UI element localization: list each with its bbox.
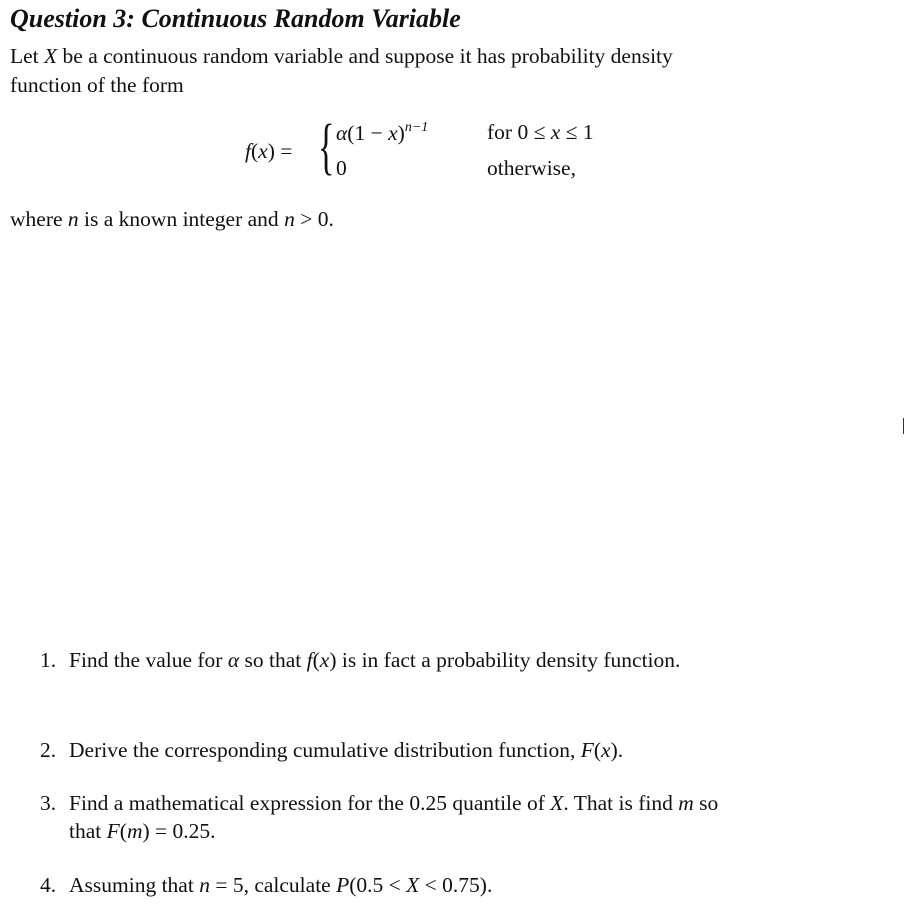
text-segment: so	[693, 791, 719, 815]
text-segment: Assuming that	[69, 873, 200, 897]
math-symbol: x	[258, 139, 268, 163]
math-symbol: X	[550, 791, 564, 815]
math-symbol: P	[336, 873, 350, 897]
question-1-text	[69, 648, 680, 673]
formula-lhs	[245, 139, 292, 164]
text-segment: (	[593, 738, 602, 762]
text-segment: ) =	[267, 139, 293, 163]
text-segment: ) is in fact a probability density function.	[329, 648, 681, 672]
text-segment: otherwise,	[487, 156, 576, 180]
text-segment: ).	[610, 738, 624, 762]
text-cursor	[903, 418, 904, 434]
formula-case-1	[336, 120, 428, 146]
text-segment: (	[312, 648, 320, 672]
math-symbol: m	[126, 819, 143, 843]
math-symbol: f	[306, 648, 313, 672]
math-symbol: f	[245, 139, 251, 163]
text-segment: 0	[336, 156, 347, 180]
text-segment: Derive the corresponding cumulative distribution function,	[69, 738, 581, 762]
text-segment: ≤ 1	[560, 120, 594, 144]
question-number: 2.	[40, 738, 57, 762]
text-segment: so that	[239, 648, 307, 672]
text-segment: Let	[10, 44, 45, 68]
left-brace: {	[318, 113, 335, 181]
text-segment: )	[397, 121, 405, 145]
text-segment: . That is find	[563, 791, 679, 815]
text-segment: Find the value for	[69, 648, 228, 672]
math-symbol: α	[336, 121, 348, 145]
formula-condition-2	[487, 156, 576, 181]
math-symbol: X	[406, 873, 420, 897]
text-segment: Find a mathematical expression for the 0.25 quantile of	[69, 791, 551, 815]
math-symbol: n	[284, 207, 295, 231]
math-symbol: n	[199, 873, 210, 897]
text-segment: = 5, calculate	[209, 873, 337, 897]
math-symbol: F	[106, 819, 120, 843]
math-symbol: x	[550, 120, 561, 144]
intro-line-1	[10, 44, 673, 69]
where-line	[10, 207, 334, 232]
formula-case-2	[336, 156, 347, 181]
math-symbol: X	[44, 44, 58, 68]
math-symbol: n−1	[404, 120, 429, 135]
text-segment: (0.5 <	[349, 873, 407, 897]
question-4-text	[69, 873, 492, 898]
text-segment: > 0.	[294, 207, 334, 231]
text-segment: (	[119, 819, 127, 843]
question-number: 4.	[40, 873, 57, 897]
question-number: 1.	[40, 648, 57, 672]
question-2-text	[69, 738, 623, 763]
text-segment: (1 −	[347, 121, 389, 145]
math-symbol: x	[388, 121, 398, 145]
math-symbol: α	[227, 648, 240, 672]
text-segment: for 0 ≤	[487, 120, 551, 144]
question-title: Question 3: Continuous Random Variable	[10, 4, 461, 33]
question-3-text-line-2	[69, 819, 216, 844]
math-symbol: x	[319, 648, 330, 672]
math-symbol: F	[580, 738, 594, 762]
question-3-text-line-1	[69, 791, 718, 816]
text-segment: that	[69, 819, 107, 843]
text-segment: < 0.75).	[419, 873, 493, 897]
math-symbol: x	[601, 738, 611, 762]
text-segment: ) = 0.25.	[142, 819, 216, 843]
text-segment: be a continuous random variable and suppose it has probability density	[57, 44, 673, 68]
text-segment: is a known integer and	[78, 207, 285, 231]
text-segment: (	[250, 139, 259, 163]
text-segment: where	[10, 207, 68, 231]
text-segment: function of the form	[10, 73, 184, 97]
formula-condition-1	[487, 120, 594, 145]
intro-line-2	[10, 73, 184, 98]
question-number: 3.	[40, 791, 57, 815]
math-symbol: m	[678, 791, 694, 815]
math-symbol: n	[67, 207, 79, 231]
